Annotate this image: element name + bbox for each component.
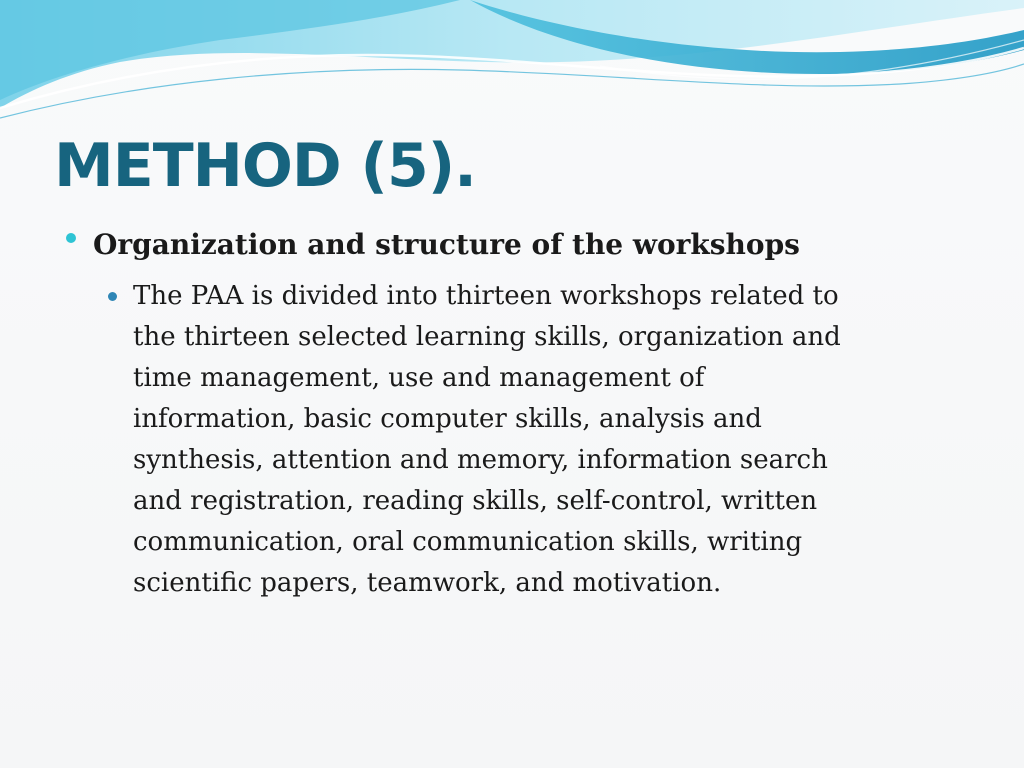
sub-bullet-line: and registration, reading skills, self-control, written: [133, 486, 818, 516]
sub-bullet-paragraph: [133, 276, 983, 604]
sub-bullet-dot-icon: [108, 292, 117, 301]
slide-title: METHOD (5).: [54, 131, 476, 201]
sub-bullet-line: time management, use and management of: [133, 363, 705, 393]
sub-bullet-line: the thirteen selected learning skills, organization and: [133, 322, 841, 352]
header-wave-decoration: [0, 0, 1024, 130]
sub-bullet-line: scientific papers, teamwork, and motivation.: [133, 568, 722, 598]
bullet-dot-icon: [66, 233, 76, 243]
sub-bullet-line: The PAA is divided into thirteen workshops related to: [133, 281, 839, 311]
sub-bullet-line: communication, oral communication skills, writing: [133, 527, 803, 557]
sub-bullet-line: information, basic computer skills, analysis and: [133, 404, 762, 434]
sub-bullet-line: synthesis, attention and memory, information search: [133, 445, 828, 475]
bullet-heading: Organization and structure of the workshops: [93, 228, 800, 261]
